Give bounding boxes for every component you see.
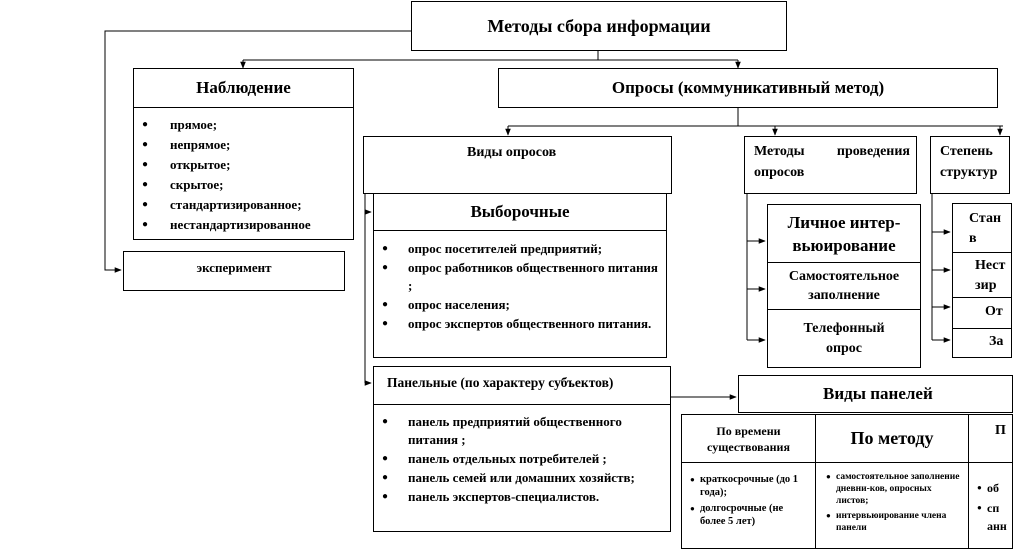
by-method-title: По методу	[850, 428, 934, 448]
by-time-list	[690, 473, 811, 528]
surveys-title: Опросы (коммуникативный метод)	[611, 78, 885, 97]
panel-header	[373, 366, 671, 405]
method-personal: Личное интер-вьюирование	[787, 212, 901, 255]
list-item: ● стандартизированное;	[134, 196, 353, 214]
structure-title-line-1: Степень	[940, 144, 993, 159]
list-item: ● скрытое;	[134, 176, 353, 194]
structure-item-text: От	[985, 304, 1003, 319]
sample-title: Выборочные	[470, 202, 570, 221]
experiment-label: эксперимент	[196, 260, 272, 275]
list-item: ● опрос экспертов общественного питания.	[374, 315, 660, 333]
list-item: ● долгосрочные (не более 5 лет)	[690, 502, 811, 528]
list-item: ● опрос населения;	[374, 296, 660, 314]
method-phone-box	[767, 309, 921, 368]
methods-title: Методы проведения опросов	[754, 144, 910, 180]
structure-item-1	[952, 203, 1012, 253]
observation-title: Наблюдение	[196, 78, 291, 97]
panel-list	[374, 413, 664, 506]
list-item: ● панель отдельных потребителей ;	[374, 450, 664, 468]
third-list	[977, 479, 1012, 535]
list-item: ● интервьюирование члена панели	[826, 510, 964, 534]
list-item: ● опрос посетителей предприятий;	[374, 240, 660, 258]
sample-list-box	[373, 230, 667, 358]
panel-by-time-list-box	[681, 462, 816, 549]
structure-item-text: Стан в	[969, 211, 1002, 246]
list-item: ● нестандартизированное	[134, 216, 353, 234]
panel-by-method-list-box	[815, 462, 969, 549]
structure-item-2	[952, 252, 1012, 298]
list-item: ● сп анн	[977, 499, 1012, 535]
panel-types-title: Виды панелей	[823, 384, 933, 403]
panel-by-time-header	[681, 414, 816, 463]
by-method-list	[826, 471, 964, 534]
panel-title: Панельные (по характеру субъектов)	[387, 375, 614, 390]
experiment-box	[123, 251, 345, 291]
observation-list	[134, 116, 353, 234]
structure-item-3	[952, 297, 1012, 329]
sample-list	[374, 240, 660, 333]
list-item: ● панель семей или домашних хозяйств;	[374, 469, 664, 487]
by-time-title: По времени существования	[707, 423, 790, 454]
method-phone: Телефонный опрос	[803, 320, 885, 356]
list-item: ● панель экспертов-специалистов.	[374, 488, 664, 506]
panel-by-method-header	[815, 414, 969, 463]
list-item: ● непрямое;	[134, 136, 353, 154]
method-self-box	[767, 262, 921, 310]
panel-types-header	[738, 375, 1013, 413]
observation-header	[133, 68, 354, 108]
list-item: ● опрос работников общественного питания ;	[374, 259, 660, 295]
method-self: Самостоятельное заполнение	[788, 269, 900, 303]
panel-third-header	[968, 414, 1013, 463]
structure-title-line-2: структур	[940, 165, 998, 180]
survey-types-title: Виды опросов	[467, 145, 557, 160]
panel-list-box	[373, 404, 671, 532]
panel-third-list-box	[968, 462, 1013, 549]
structure-item-text: Нест зир	[975, 258, 1006, 293]
list-item: ● открытое;	[134, 156, 353, 174]
structure-item-text: За	[989, 334, 1004, 349]
list-item: ● прямое;	[134, 116, 353, 134]
surveys-box	[498, 68, 998, 108]
list-item: ● краткосрочные (до 1 года);	[690, 473, 811, 499]
page-title: Методы сбора информации	[487, 15, 711, 36]
sample-header	[373, 193, 667, 231]
list-item: ● самостоятельное заполнение дневни-ков, опросных листов;	[826, 471, 964, 507]
title-box	[411, 1, 787, 51]
methods-box	[744, 136, 917, 194]
list-item: ● об	[977, 479, 1012, 497]
survey-types-box	[363, 136, 672, 194]
structure-item-4	[952, 328, 1012, 358]
observation-list-box	[133, 107, 354, 240]
third-title: П	[995, 423, 1006, 438]
method-personal-box	[767, 204, 921, 263]
list-item: ● панель предприятий общественного питания ;	[374, 413, 664, 449]
structure-box	[930, 136, 1010, 194]
arrow-title-to-branches	[243, 50, 738, 60]
